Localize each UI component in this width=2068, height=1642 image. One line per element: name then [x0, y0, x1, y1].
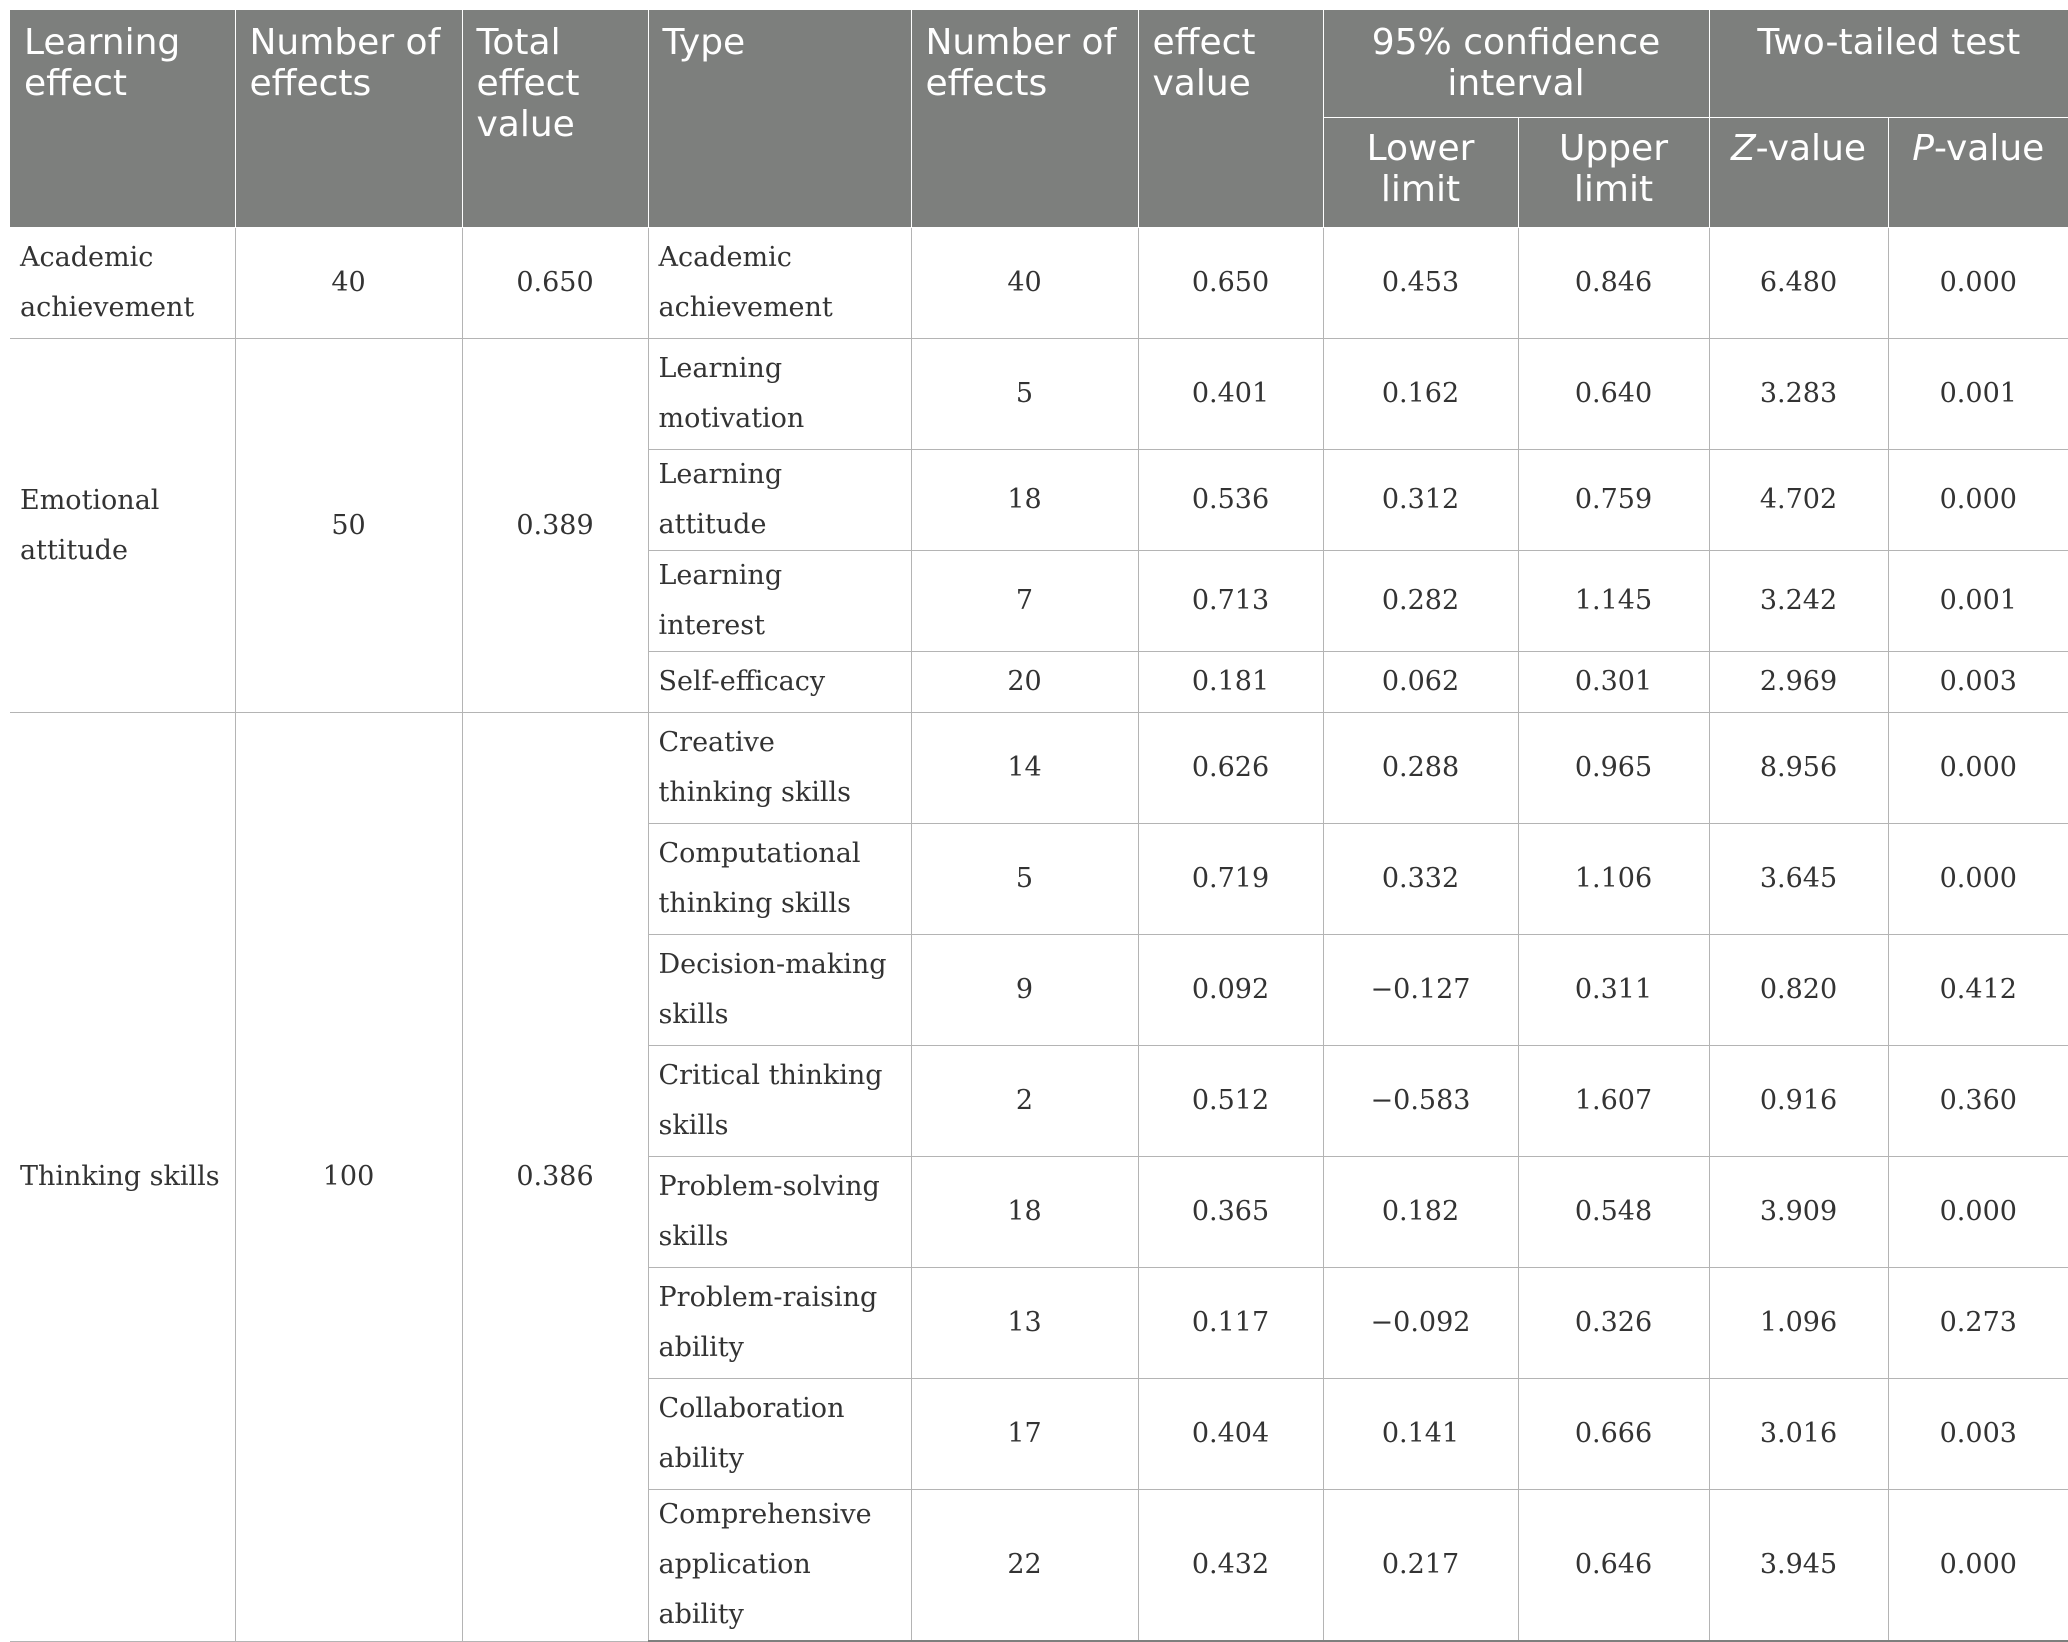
row-upper: 0.640 [1518, 339, 1709, 450]
row-p: 0.000 [1888, 228, 2068, 339]
row-z: 3.645 [1709, 824, 1888, 935]
row-effect: 0.512 [1138, 1046, 1323, 1157]
row-type: Learning attitude [648, 450, 911, 551]
row-upper: 1.145 [1518, 551, 1709, 652]
row-n: 40 [911, 228, 1138, 339]
row-type: Decision-making skills [648, 935, 911, 1046]
row-effect: 0.092 [1138, 935, 1323, 1046]
group-total: 0.650 [462, 228, 648, 339]
header-learning-effect: Learning effect [10, 10, 235, 228]
row-p: 0.000 [1888, 1157, 2068, 1268]
row-p: 0.003 [1888, 1379, 2068, 1490]
group-name: Academic achievement [10, 228, 235, 339]
group-name: Thinking skills [10, 713, 235, 1642]
group-name: Emotional attitude [10, 339, 235, 713]
row-effect: 0.181 [1138, 652, 1323, 713]
row-type: Self-efficacy [648, 652, 911, 713]
row-upper: 0.759 [1518, 450, 1709, 551]
header-z-letter: Z [1731, 128, 1756, 170]
row-z: 2.969 [1709, 652, 1888, 713]
row-n: 22 [911, 1490, 1138, 1642]
row-effect: 0.626 [1138, 713, 1323, 824]
row-p: 0.000 [1888, 450, 2068, 551]
header-type: Type [648, 10, 911, 228]
row-type: Computational thinking skills [648, 824, 911, 935]
header-p-letter: P [1912, 128, 1934, 170]
row-z: 0.820 [1709, 935, 1888, 1046]
row-effect: 0.719 [1138, 824, 1323, 935]
row-p: 0.360 [1888, 1046, 2068, 1157]
row-upper: 1.607 [1518, 1046, 1709, 1157]
row-p: 0.003 [1888, 652, 2068, 713]
row-lower: 0.162 [1323, 339, 1518, 450]
row-effect: 0.650 [1138, 228, 1323, 339]
header-p-value [1888, 118, 2068, 228]
row-p: 0.001 [1888, 551, 2068, 652]
row-lower: 0.288 [1323, 713, 1518, 824]
row-type: Problem-raising ability [648, 1268, 911, 1379]
row-type: Creative thinking skills [648, 713, 911, 824]
table-row [10, 339, 2068, 450]
row-z: 3.909 [1709, 1157, 1888, 1268]
row-upper: 0.326 [1518, 1268, 1709, 1379]
row-z: 8.956 [1709, 713, 1888, 824]
header-z-suffix: -value [1755, 128, 1867, 170]
row-n: 20 [911, 652, 1138, 713]
row-lower: 0.332 [1323, 824, 1518, 935]
row-n: 13 [911, 1268, 1138, 1379]
row-z: 3.283 [1709, 339, 1888, 450]
row-effect: 0.432 [1138, 1490, 1323, 1642]
table-row [10, 713, 2068, 824]
row-effect: 0.401 [1138, 339, 1323, 450]
row-n: 14 [911, 713, 1138, 824]
row-z: 6.480 [1709, 228, 1888, 339]
row-upper: 1.106 [1518, 824, 1709, 935]
table-container [10, 10, 2068, 1642]
row-lower: 0.312 [1323, 450, 1518, 551]
row-effect: 0.713 [1138, 551, 1323, 652]
group-total: 0.386 [462, 713, 648, 1642]
row-lower: −0.092 [1323, 1268, 1518, 1379]
header-type-number-of-effects: Number of effects [911, 10, 1138, 228]
row-effect: 0.365 [1138, 1157, 1323, 1268]
header-lower-limit: Lower limit [1323, 118, 1518, 228]
row-upper: 0.548 [1518, 1157, 1709, 1268]
header-z-value [1709, 118, 1888, 228]
row-lower: 0.453 [1323, 228, 1518, 339]
row-n: 7 [911, 551, 1138, 652]
row-n: 5 [911, 824, 1138, 935]
row-z: 3.945 [1709, 1490, 1888, 1642]
row-effect: 0.117 [1138, 1268, 1323, 1379]
row-type: Learning motivation [648, 339, 911, 450]
table-header [10, 10, 2068, 228]
row-lower: 0.282 [1323, 551, 1518, 652]
row-n: 2 [911, 1046, 1138, 1157]
row-type: Comprehensive application ability [648, 1490, 911, 1642]
row-upper: 0.846 [1518, 228, 1709, 339]
row-z: 4.702 [1709, 450, 1888, 551]
row-lower: −0.127 [1323, 935, 1518, 1046]
row-upper: 0.666 [1518, 1379, 1709, 1490]
header-number-of-effects: Number of effects [235, 10, 462, 228]
row-n: 5 [911, 339, 1138, 450]
group-count: 100 [235, 713, 462, 1642]
group-count: 50 [235, 339, 462, 713]
header-confidence-interval: 95% confidence interval [1323, 10, 1709, 118]
row-upper: 0.965 [1518, 713, 1709, 824]
header-two-tailed-test: Two-tailed test [1709, 10, 2068, 118]
table-body [10, 228, 2068, 1642]
row-n: 18 [911, 450, 1138, 551]
group-count: 40 [235, 228, 462, 339]
row-lower: 0.217 [1323, 1490, 1518, 1642]
row-upper: 0.311 [1518, 935, 1709, 1046]
row-n: 9 [911, 935, 1138, 1046]
row-type: Academic achievement [648, 228, 911, 339]
row-type: Critical thinking skills [648, 1046, 911, 1157]
effects-table [10, 10, 2068, 1642]
row-type: Collaboration ability [648, 1379, 911, 1490]
row-type: Learning interest [648, 551, 911, 652]
row-z: 0.916 [1709, 1046, 1888, 1157]
row-z: 1.096 [1709, 1268, 1888, 1379]
row-effect: 0.536 [1138, 450, 1323, 551]
table-row [10, 228, 2068, 339]
row-p: 0.412 [1888, 935, 2068, 1046]
row-type: Problem-solving skills [648, 1157, 911, 1268]
row-lower: 0.062 [1323, 652, 1518, 713]
header-effect-value: effect value [1138, 10, 1323, 228]
row-lower: 0.141 [1323, 1379, 1518, 1490]
row-p: 0.273 [1888, 1268, 2068, 1379]
row-z: 3.016 [1709, 1379, 1888, 1490]
row-p: 0.000 [1888, 824, 2068, 935]
row-p: 0.000 [1888, 1490, 2068, 1642]
row-p: 0.000 [1888, 713, 2068, 824]
header-total-effect-value: Total effect value [462, 10, 648, 228]
row-n: 17 [911, 1379, 1138, 1490]
row-effect: 0.404 [1138, 1379, 1323, 1490]
row-lower: −0.583 [1323, 1046, 1518, 1157]
row-upper: 0.646 [1518, 1490, 1709, 1642]
row-p: 0.001 [1888, 339, 2068, 450]
group-total: 0.389 [462, 339, 648, 713]
row-z: 3.242 [1709, 551, 1888, 652]
header-upper-limit: Upper limit [1518, 118, 1709, 228]
header-p-suffix: -value [1933, 128, 2045, 170]
row-lower: 0.182 [1323, 1157, 1518, 1268]
row-n: 18 [911, 1157, 1138, 1268]
row-upper: 0.301 [1518, 652, 1709, 713]
